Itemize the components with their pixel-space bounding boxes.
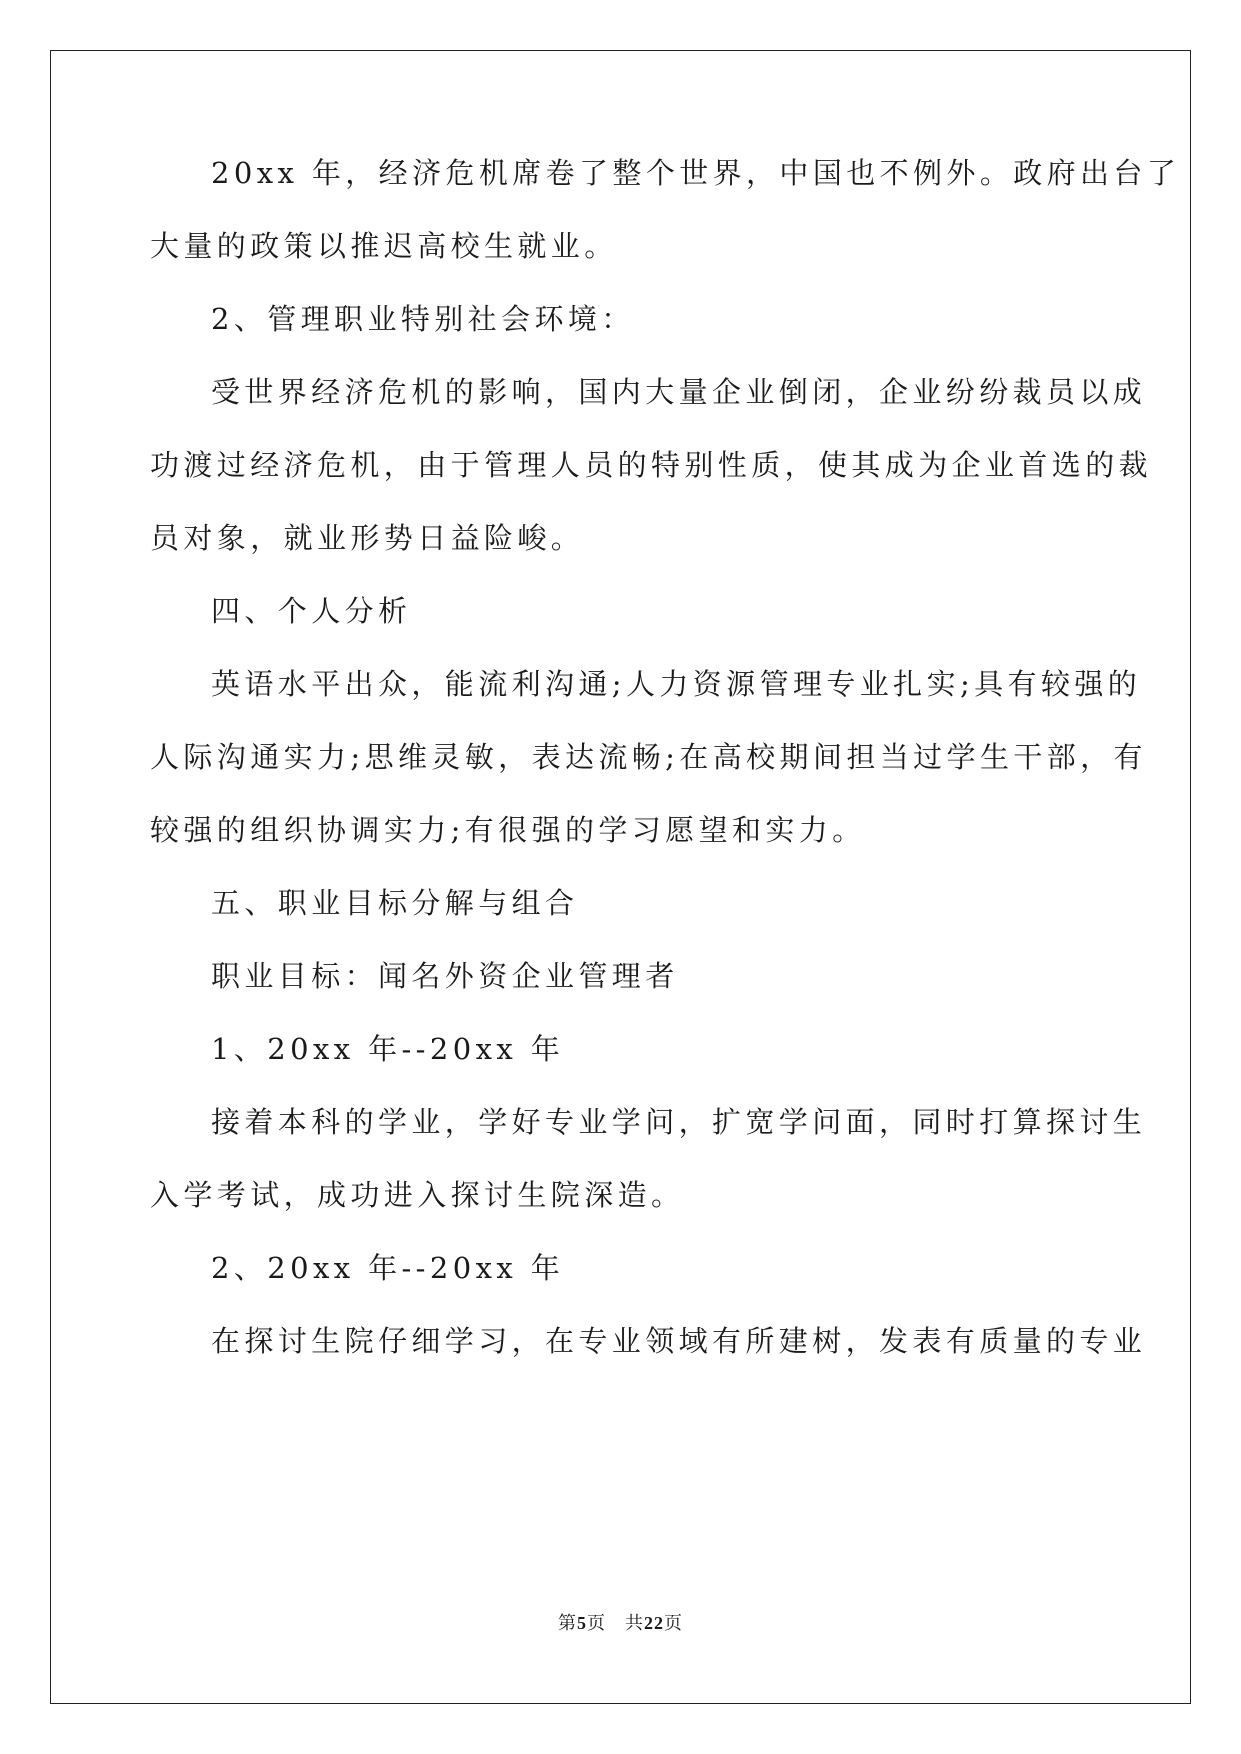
paragraph-line: 接着本科的学业，学好专业学问，扩宽学问面，同时打算探讨生 xyxy=(211,1105,1147,1139)
section-heading: 四、个人分析 xyxy=(211,594,412,628)
page-total-number: 22 xyxy=(644,1613,664,1633)
section-heading: 2、20xx 年--20xx 年 xyxy=(211,1251,565,1285)
paragraph-line: 大量的政策以推迟高校生就业。 xyxy=(150,229,618,263)
paragraph-line: 员对象，就业形势日益险峻。 xyxy=(150,521,585,555)
section-heading: 1、20xx 年--20xx 年 xyxy=(211,1032,565,1066)
paragraph-line: 受世界经济危机的影响，国内大量企业倒闭，企业纷纷裁员以成 xyxy=(211,375,1147,409)
page-prefix: 第 xyxy=(558,1613,577,1633)
paragraph-line: 20xx 年，经济危机席卷了整个世界，中国也不例外。政府出台了 xyxy=(211,156,1181,190)
section-heading: 2、管理职业特别社会环境： xyxy=(211,302,635,336)
page-mid-text: 页 共 xyxy=(587,1613,644,1633)
paragraph-line: 英语水平出众，能流利沟通;人力资源管理专业扎实;具有较强的 xyxy=(211,667,1142,701)
paragraph-line: 功渡过经济危机，由于管理人员的特别性质，使其成为企业首选的裁 xyxy=(150,448,1153,482)
page-suffix: 页 xyxy=(664,1613,683,1633)
page-border xyxy=(50,50,1191,1704)
paragraph-line: 入学考试，成功进入探讨生院深造。 xyxy=(150,1178,685,1212)
paragraph-line: 人际沟通实力;思维灵敏，表达流畅;在高校期间担当过学生干部，有 xyxy=(150,740,1147,774)
page-current-number: 5 xyxy=(577,1613,587,1633)
paragraph-line: 在探讨生院仔细学习，在专业领域有所建树，发表有质量的专业 xyxy=(211,1324,1147,1358)
paragraph-line: 较强的组织协调实力;有很强的学习愿望和实力。 xyxy=(150,813,866,847)
page-footer xyxy=(0,1611,1241,1635)
section-heading: 五、职业目标分解与组合 xyxy=(211,886,579,920)
paragraph-line: 职业目标：闻名外资企业管理者 xyxy=(211,959,679,993)
